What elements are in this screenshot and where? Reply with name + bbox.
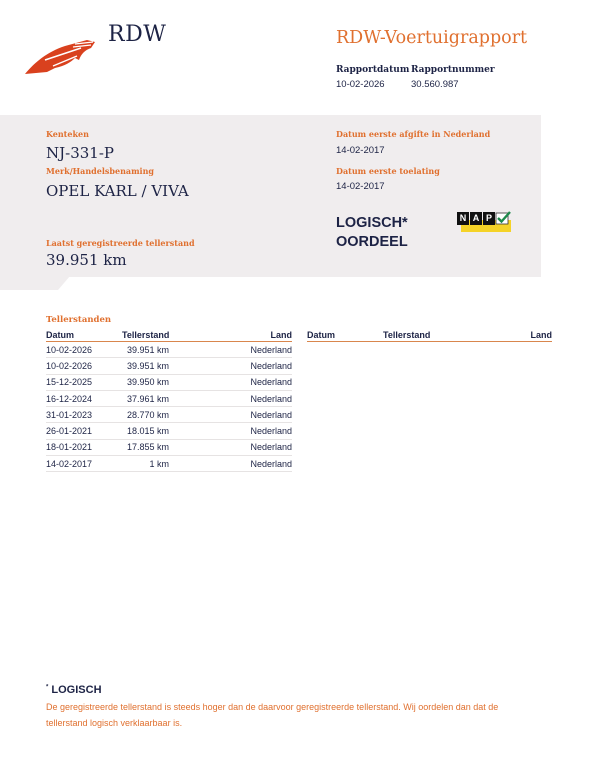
table-row bbox=[46, 423, 292, 439]
row-country: Nederland bbox=[198, 439, 292, 455]
verdict-line-2: OORDEEL bbox=[336, 234, 408, 250]
plate-label: Kenteken bbox=[46, 129, 89, 139]
row-country: Nederland bbox=[198, 407, 292, 423]
row-odometer: 17.855 km bbox=[122, 439, 198, 455]
nap-letter-p: P bbox=[483, 212, 495, 225]
row-country: Nederland bbox=[198, 423, 292, 439]
brand-name: RDW bbox=[108, 22, 167, 47]
row-date: 14-02-2017 bbox=[46, 456, 122, 472]
row-odometer: 28.770 km bbox=[122, 407, 198, 423]
row-date: 16-12-2024 bbox=[46, 390, 122, 406]
report-number: 30.560.987 bbox=[411, 79, 459, 90]
column-header-odometer: Tellerstand bbox=[383, 329, 459, 342]
row-country: Nederland bbox=[198, 342, 292, 358]
table-row bbox=[46, 374, 292, 390]
rdw-feather-logo-icon bbox=[25, 38, 97, 76]
make-value: OPEL KARL / VIVA bbox=[46, 182, 189, 200]
table-row bbox=[46, 358, 292, 374]
row-country: Nederland bbox=[198, 374, 292, 390]
column-header-date: Datum bbox=[46, 329, 122, 342]
row-date: 26-01-2021 bbox=[46, 423, 122, 439]
footnote-title-text: LOGISCH bbox=[51, 684, 102, 696]
row-date: 10-02-2026 bbox=[46, 342, 122, 358]
nap-badge bbox=[457, 212, 513, 234]
row-date: 31-01-2023 bbox=[46, 407, 122, 423]
green-check-icon bbox=[495, 210, 511, 226]
column-header-odometer: Tellerstand bbox=[122, 329, 198, 342]
row-date: 15-12-2025 bbox=[46, 374, 122, 390]
row-odometer: 39.950 km bbox=[122, 374, 198, 390]
first-admission-label: Datum eerste toelating bbox=[336, 166, 440, 176]
report-number-label: Rapportnummer bbox=[411, 65, 495, 75]
row-odometer: 18.015 km bbox=[122, 423, 198, 439]
report-title: RDW-Voertuigrapport bbox=[336, 28, 528, 48]
odometer-table-left bbox=[46, 329, 292, 472]
footnote-title bbox=[46, 684, 102, 696]
column-header-date: Datum bbox=[307, 329, 383, 342]
row-odometer: 39.951 km bbox=[122, 358, 198, 374]
row-country: Nederland bbox=[198, 358, 292, 374]
make-label: Merk/Handelsbenaming bbox=[46, 166, 155, 176]
table-row bbox=[46, 342, 292, 358]
odometer-section-title: Tellerstanden bbox=[46, 315, 112, 325]
odometer-table-right bbox=[307, 329, 552, 342]
footnote-marker: * bbox=[46, 684, 49, 691]
first-admission-value: 14-02-2017 bbox=[336, 181, 385, 192]
report-date: 10-02-2026 bbox=[336, 79, 385, 90]
column-header-country: Land bbox=[459, 329, 552, 342]
first-issue-label: Datum eerste afgifte in Nederland bbox=[336, 129, 491, 139]
column-header-country: Land bbox=[198, 329, 292, 342]
table-row bbox=[46, 407, 292, 423]
row-odometer: 37.961 km bbox=[122, 390, 198, 406]
row-country: Nederland bbox=[198, 456, 292, 472]
row-odometer: 1 km bbox=[122, 456, 198, 472]
verdict-line-1: LOGISCH* bbox=[336, 215, 408, 231]
last-odometer-value: 39.951 km bbox=[46, 251, 127, 269]
first-issue-value: 14-02-2017 bbox=[336, 145, 385, 156]
row-date: 10-02-2026 bbox=[46, 358, 122, 374]
table-row bbox=[46, 456, 292, 472]
table-header-row bbox=[46, 329, 292, 342]
nap-letter-a: A bbox=[470, 212, 482, 225]
plate-value: NJ-331-P bbox=[46, 144, 114, 162]
nap-letter-n: N bbox=[457, 212, 469, 225]
last-odometer-label: Laatst geregistreerde tellerstand bbox=[46, 238, 195, 248]
panel-tab-notch bbox=[0, 276, 70, 292]
row-country: Nederland bbox=[198, 390, 292, 406]
verdict bbox=[336, 214, 408, 252]
footnote-text: De geregistreerde tellerstand is steeds hoger dan de daarvoor geregistreerde tellerstand. Wij oordelen dan dat de tellerstand logisch verklaarbaar is. bbox=[46, 702, 499, 728]
row-odometer: 39.951 km bbox=[122, 342, 198, 358]
table-row bbox=[46, 390, 292, 406]
row-date: 18-01-2021 bbox=[46, 439, 122, 455]
table-header-row bbox=[307, 329, 552, 342]
table-row bbox=[46, 439, 292, 455]
report-date-label: Rapportdatum bbox=[336, 65, 410, 75]
